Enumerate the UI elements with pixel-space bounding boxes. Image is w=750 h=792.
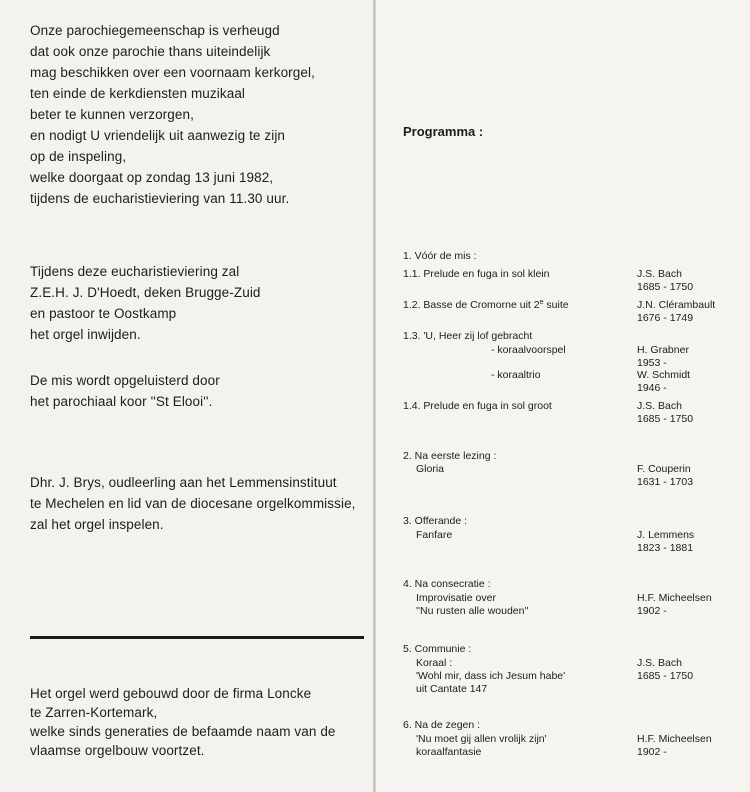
invite-line: dat ook onze parochie thans uiteindelijk [30,44,271,59]
program-piece: Koraal : [416,657,453,669]
invite-line: Onze parochiegemeenschap is verheugd [30,23,280,38]
celebrant-line: en pastoor te Oostkamp [30,306,177,321]
divider-rule [30,636,364,639]
ordinal-suffix: e [539,299,544,306]
left-page [0,0,374,792]
builder-line: Het orgel werd gebouwd door de firma Loncke [30,686,312,701]
organist-line: te Mechelen en lid van de diocesane orgelkommissie, [30,496,356,511]
invite-line: en nodigt U vriendelijk uit aanwezig te zijn [30,128,286,143]
invite-line: op de inspeling, [30,149,127,164]
program-piece: koraalfantasie [416,746,482,758]
invite-line: mag beschikken over een voornaam kerkorgel, [30,65,315,80]
composer-name: W. Schmidt [637,369,691,381]
program-subpiece: - koraalvoorspel [491,344,566,356]
celebrant-line: Z.E.H. J. D'Hoedt, deken Brugge-Zuid [30,285,261,300]
program-piece: 1.4. Prelude en fuga in sol groot [403,400,552,412]
right-page [376,0,750,792]
program-piece: ''Nu rusten alle wouden'' [416,605,529,617]
composer-name: J. Lemmens [637,529,695,541]
composer-dates: 1631 - 1703 [637,476,694,488]
composer-name: F. Couperin [637,463,691,475]
program-piece [403,299,569,312]
section-heading: 5. Communie : [403,643,472,655]
program-piece: 1.3. 'U, Heer zij lof gebracht [403,330,533,342]
composer-name: J.S. Bach [637,268,682,280]
piece-text: 1.2. Basse de Cromorne uit 2 [403,299,540,311]
composer-dates: 1685 - 1750 [637,413,694,425]
program-piece: 'Nu moet gij allen vrolijk zijn' [416,733,547,745]
builder-line: welke sinds generaties de befaamde naam van de [30,724,336,739]
program-piece: 'Wohl mir, dass ich Jesum habe' [416,670,566,682]
composer-dates: 1823 - 1881 [637,542,694,554]
program-piece: Gloria [416,463,445,475]
builder-line: te Zarren-Kortemark, [30,705,158,720]
program-piece: Improvisatie over [416,592,496,604]
composer-dates: 1953 - [637,357,667,369]
composer-name: J.S. Bach [637,400,682,412]
invite-line: tijdens de eucharistieviering van 11.30 uur. [30,191,290,206]
composer-name: J.S. Bach [637,657,682,669]
composer-name: H.F. Micheelsen [637,733,712,745]
composer-dates: 1676 - 1749 [637,312,694,324]
composer-name: J.N. Clérambault [637,299,716,311]
invite-line: beter te kunnen verzorgen, [30,107,194,122]
section-heading: 3. Offerande : [403,515,468,527]
choir-line: De mis wordt opgeluisterd door [30,373,220,388]
section-heading: 1. Vóór de mis : [403,250,477,262]
section-heading: 2. Na eerste lezing : [403,450,497,462]
composer-dates: 1685 - 1750 [637,281,694,293]
composer-dates: 1902 - [637,746,667,758]
composer-name: H. Grabner [637,344,689,356]
program-piece: 1.1. Prelude en fuga in sol klein [403,268,550,280]
celebrant-line: het orgel inwijden. [30,327,141,342]
composer-dates: 1902 - [637,605,667,617]
organist-line: Dhr. J. Brys, oudleerling aan het Lemmensinstituut [30,475,337,490]
celebrant-line: Tijdens deze eucharistieviering zal [30,264,240,279]
invite-line: welke doorgaat op zondag 13 juni 1982, [30,170,274,185]
section-heading: 4. Na consecratie : [403,578,491,590]
builder-line: vlaamse orgelbouw voortzet. [30,743,205,758]
program-title: Programma : [403,124,484,139]
program-subpiece: - koraaltrio [491,369,541,381]
composer-dates: 1685 - 1750 [637,670,694,682]
program-piece: Fanfare [416,529,453,541]
organist-line: zal het orgel inspelen. [30,517,164,532]
choir-line: het parochiaal koor ''St Elooi''. [30,394,213,409]
program-piece: uit Cantate 147 [416,683,488,695]
composer-dates: 1946 - [637,382,667,394]
composer-name: H.F. Micheelsen [637,592,712,604]
piece-text: suite [543,299,569,311]
invite-line: ten einde de kerkdiensten muzikaal [30,86,246,101]
section-heading: 6. Na de zegen : [403,719,481,731]
